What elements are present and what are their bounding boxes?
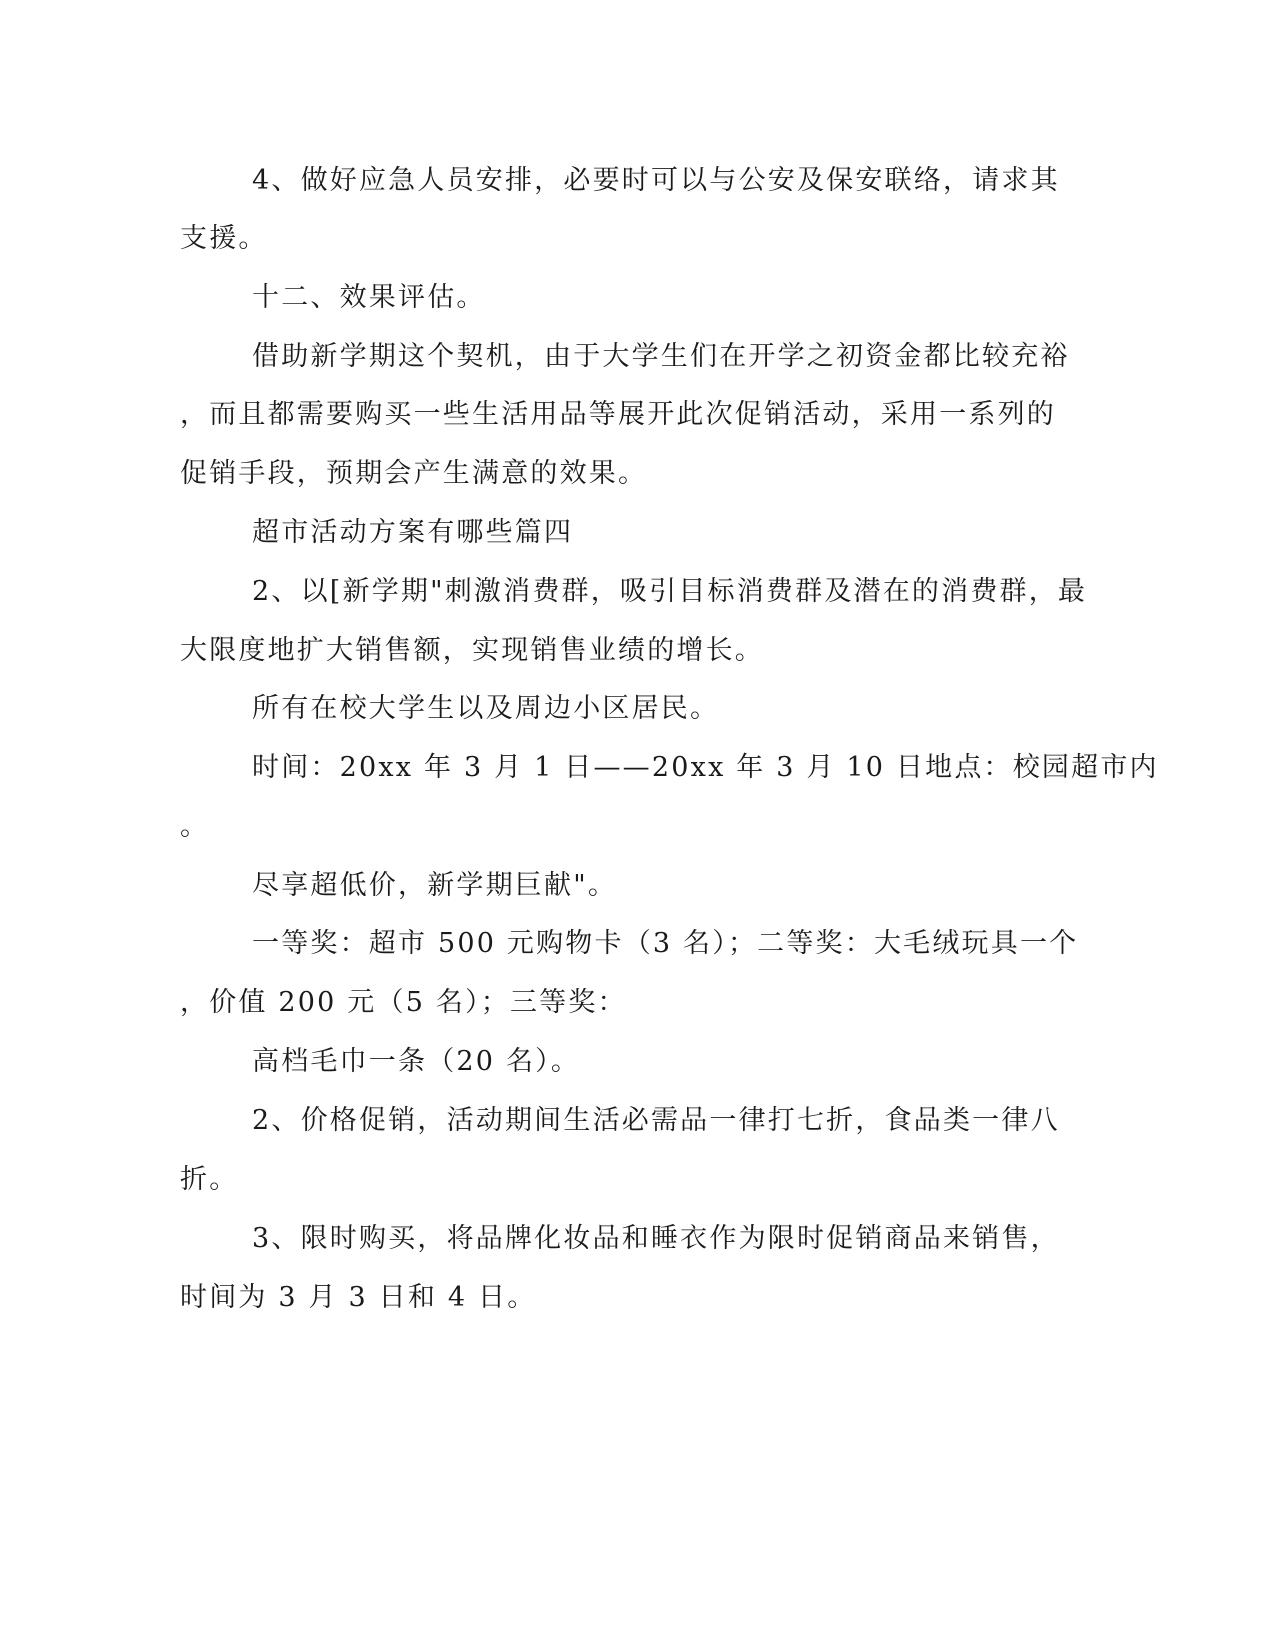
text-line: ，价值 200 元（5 名）；三等奖： [180, 987, 627, 1018]
text-line: 2、以[新学期"刺激消费群，吸引目标消费群及潜在的消费群，最 [252, 576, 1088, 607]
text-line: 4、做好应急人员安排，必要时可以与公安及保安联络，请求其 [252, 165, 1060, 196]
text-line: 促销手段，预期会产生满意的效果。 [180, 458, 648, 489]
text-line: 3、限时购买，将品牌化妆品和睡衣作为限时促销商品来销售， [252, 1223, 1060, 1254]
text-line: 2、价格促销，活动期间生活必需品一律打七折，食品类一律八 [252, 1105, 1060, 1136]
text-line: 。 [180, 811, 210, 842]
text-line: 一等奖：超市 500 元购物卡（3 名）；二等奖：大毛绒玩具一个 [252, 928, 1079, 959]
text-line: 折。 [180, 1164, 239, 1195]
section-heading: 十二、效果评估。 [252, 282, 486, 313]
text-line: 高档毛巾一条（20 名）。 [252, 1046, 581, 1077]
text-line: 时间：20xx 年 3 月 1 日——20xx 年 3 月 10 日地点：校园超市内 [252, 752, 1159, 783]
section-heading: 超市活动方案有哪些篇四 [252, 517, 574, 548]
text-line: 借助新学期这个契机，由于大学生们在开学之初资金都比较充裕 [252, 341, 1070, 372]
text-line: 时间为 3 月 3 日和 4 日。 [180, 1282, 537, 1313]
text-line: 支援。 [180, 223, 268, 254]
text-line: ，而且都需要购买一些生活用品等展开此次促销活动，采用一系列的 [180, 399, 1056, 430]
text-line: 所有在校大学生以及周边小区居民。 [252, 693, 720, 724]
text-line: 尽享超低价，新学期巨献"。 [252, 870, 618, 901]
text-line: 大限度地扩大销售额，实现销售业绩的增长。 [180, 635, 764, 666]
